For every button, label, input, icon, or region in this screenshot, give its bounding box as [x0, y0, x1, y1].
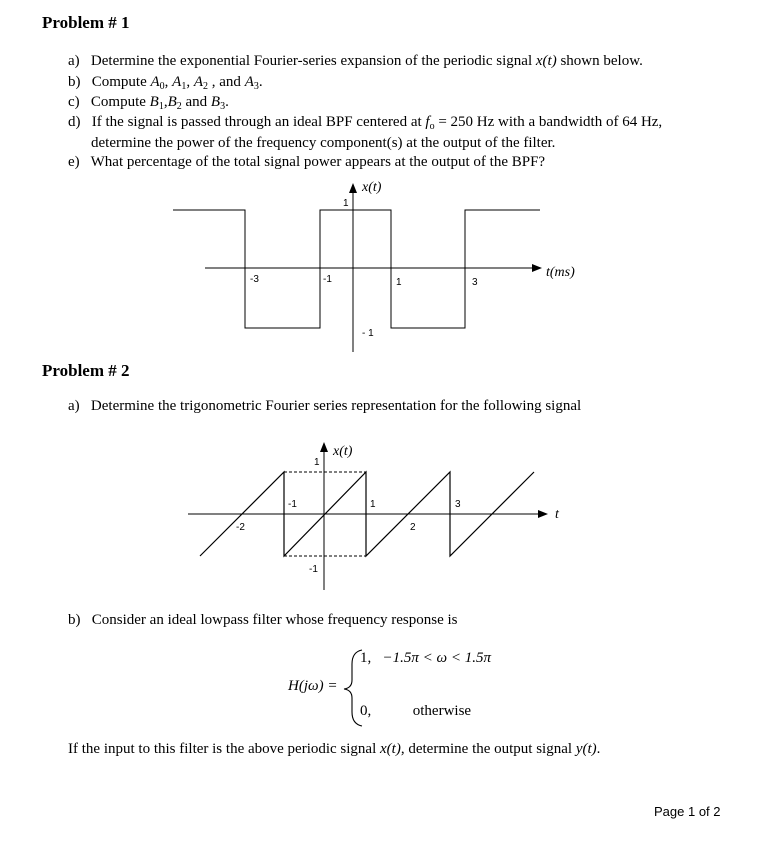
square-wave-x-label: t(ms)	[546, 265, 575, 280]
problem1-item-e: e) What percentage of the total signal power appears at the output of the BPF?	[68, 154, 546, 170]
square-wave-axes	[205, 190, 535, 352]
y-axis-arrow-icon	[320, 442, 328, 452]
square-wave-level-low: - 1	[362, 328, 374, 339]
x-axis-arrow-icon	[538, 510, 548, 518]
page-number: Page 1 of 2	[654, 804, 721, 819]
sawtooth-tick: -1	[288, 499, 297, 510]
square-wave-tick: 1	[396, 277, 402, 288]
y-axis-arrow-icon	[349, 183, 357, 193]
problem1-heading: Problem # 1	[42, 13, 130, 32]
sawtooth-tick: -2	[236, 522, 245, 533]
sawtooth-y-label: x(t)	[333, 444, 353, 459]
sawtooth-tick: 2	[410, 522, 416, 533]
sawtooth-level-high: 1	[314, 457, 320, 468]
sawtooth-tick: 1	[370, 499, 376, 510]
problem2-heading: Problem # 2	[42, 361, 130, 380]
square-wave-signal	[173, 210, 540, 328]
problem1-item-d-line2: determine the power of the frequency component(s) at the output of the filter.	[91, 135, 556, 151]
h-case2: 0, otherwise	[360, 703, 472, 719]
x-axis-arrow-icon	[532, 264, 542, 272]
problem2-item-b: b) Consider an ideal lowpass filter whose frequency response is	[68, 612, 458, 628]
sawtooth-x-label: t	[555, 507, 559, 522]
problem2-final-question: If the input to this filter is the above periodic signal x(t), determine the output signal y(t).	[68, 741, 601, 757]
square-wave-tick: -3	[250, 274, 259, 285]
problem1-item-b: b) Compute $A_0$, $A_1$, $A_2$ , and $A_3$.	[68, 74, 263, 92]
square-wave-tick: -1	[323, 274, 332, 285]
square-wave-level-high: 1	[343, 198, 349, 209]
sawtooth-tick: 3	[455, 499, 461, 510]
problem1-item-d: d) If the signal is passed through an ideal BPF centered at $f_o = 250$ Hz with a bandwidth of 64 Hz,	[68, 114, 663, 132]
problem2-item-a: a) Determine the trigonometric Fourier series representation for the following signal	[68, 398, 582, 414]
sawtooth-level-low: -1	[309, 564, 318, 575]
square-wave-tick: 3	[472, 277, 478, 288]
square-wave-y-label: x(t)	[362, 180, 382, 195]
sawtooth-signal	[200, 472, 534, 556]
problem1-item-a: a) Determine the exponential Fourier-series expansion of the periodic signal x(t) shown below.	[68, 53, 643, 69]
h-jw-lhs: H(jω) =	[288, 678, 338, 694]
problem1-item-c: c) Compute $B_1,B_2$ and $B_3$.	[68, 94, 229, 112]
sawtooth-reference-lines	[284, 472, 366, 556]
h-case1: 1, −1.5π < ω < 1.5π	[360, 650, 491, 666]
